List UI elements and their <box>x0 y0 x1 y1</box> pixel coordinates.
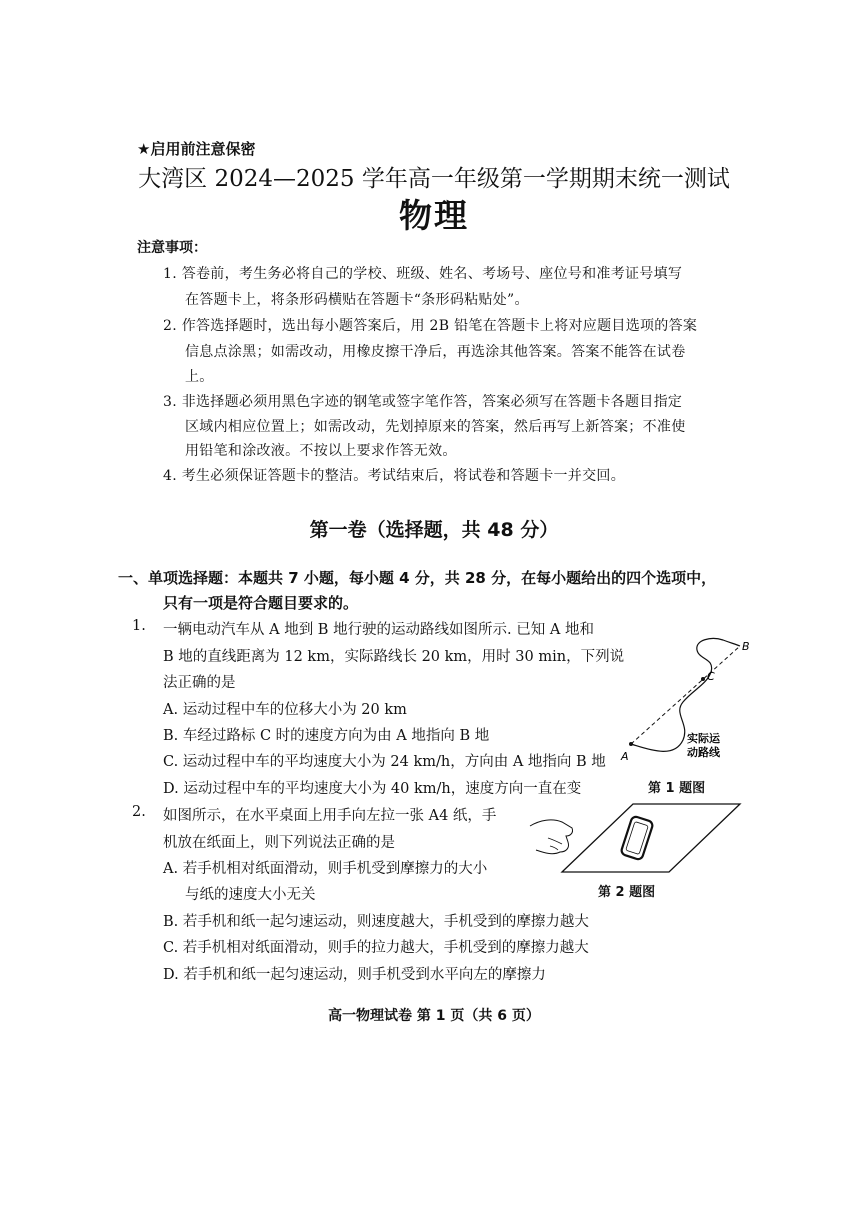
exam-title: 大湾区 2024—2025 学年高一年级第一学期期末统一测试 <box>138 166 730 192</box>
point-a-marker <box>629 742 633 746</box>
option-c: C. 运动过程中车的平均速度大小为 24 km/h，方向由 A 地指向 B 地 <box>163 754 606 770</box>
option-d: D. 运动过程中车的平均速度大小为 40 km/h，速度方向一直在变 <box>163 781 582 797</box>
hand-outline <box>530 820 573 854</box>
notice-line: 1. 答卷前，考生务必将自己的学校、班级、姓名、考场号、座位号和准考证号填写 <box>163 266 683 282</box>
route-label: 动路线 <box>687 746 720 759</box>
option-d: D. 若手机和纸一起匀速运动，则手机受到水平向左的摩擦力 <box>163 967 546 983</box>
label-b: B <box>742 640 750 653</box>
notice-line: 上。 <box>185 369 214 385</box>
option-a: A. 若手机相对纸面滑动，则手机受到摩擦力的大小 <box>163 861 488 877</box>
label-c: C <box>707 670 715 683</box>
notice-line: 3. 非选择题必须用黑色字迹的钢笔或签字笔作答，答案必须写在答题卡各题目指定 <box>163 394 683 410</box>
question-stem: B 地的直线距离为 12 km，实际路线长 20 km，用时 30 min，下列说 <box>163 649 625 665</box>
option-b: B. 车经过路标 C 时的速度方向为由 A 地指向 B 地 <box>163 728 490 744</box>
question-stem: 一辆电动汽车从 A 地到 B 地行驶的运动路线如图所示. 已知 A 地和 <box>163 622 594 638</box>
option-a-cont: 与纸的速度大小无关 <box>185 887 316 903</box>
question-stem: 如图所示，在水平桌面上用手向左拉一张 A4 纸，手 <box>163 808 497 824</box>
notice-line: 2. 作答选择题时，选出每小题答案后，用 2B 铅笔在答题卡上将对应题目选项的答案 <box>163 318 698 334</box>
section-heading-cont: 只有一项是符合题目要求的。 <box>163 594 359 612</box>
notice-line: 区域内相应位置上；如需改动，先划掉原来的答案，然后再写上新答案；不准使 <box>185 419 686 435</box>
notice-line: 用铅笔和涂改液。不按以上要求作答无效。 <box>185 443 457 459</box>
option-c: C. 若手机相对纸面滑动，则手的拉力越大，手机受到的摩擦力越大 <box>163 940 589 956</box>
figure-caption: 第 2 题图 <box>598 885 656 900</box>
question-stem: 机放在纸面上，则下列说法正确的是 <box>163 835 395 851</box>
notice-heading: 注意事项： <box>137 240 207 256</box>
question-number: 1. <box>132 618 146 634</box>
route-label: 实际运 <box>687 732 720 745</box>
section-heading: 一、单项选择题：本题共 7 小题，每小题 4 分，共 28 分，在每小题给出的四个选项中， <box>118 569 717 587</box>
displacement-line <box>631 646 740 744</box>
label-a: A <box>621 750 629 763</box>
option-a: A. 运动过程中车的位移大小为 20 km <box>163 702 407 718</box>
q2-paper-phone-figure <box>528 800 744 875</box>
q1-route-figure <box>615 632 760 772</box>
option-b: B. 若手机和纸一起匀速运动，则速度越大，手机受到的摩擦力越大 <box>163 914 589 930</box>
a4-paper <box>562 804 740 872</box>
notice-line: 4. 考生必须保证答题卡的整洁。考试结束后，将试卷和答题卡一并交回。 <box>163 468 626 484</box>
question-number: 2. <box>132 804 146 820</box>
notice-line: 在答题卡上，将条形码横贴在答题卡“条形码粘贴处”。 <box>185 292 529 308</box>
part-title: 第一卷（选择题，共 48 分） <box>309 519 559 541</box>
hand-fingers <box>548 838 562 850</box>
question-stem: 法正确的是 <box>163 675 236 691</box>
subject-title: 物理 <box>399 196 469 235</box>
notice-line: 信息点涂黑；如需改动，用橡皮擦干净后，再选涂其他答案。答案不能答在试卷 <box>185 344 686 360</box>
figure-caption: 第 1 题图 <box>648 781 706 796</box>
page-footer: 高一物理试卷 第 1 页（共 6 页） <box>328 1008 540 1024</box>
confidential-label: ★启用前注意保密 <box>137 140 256 158</box>
point-c-marker <box>701 677 705 681</box>
